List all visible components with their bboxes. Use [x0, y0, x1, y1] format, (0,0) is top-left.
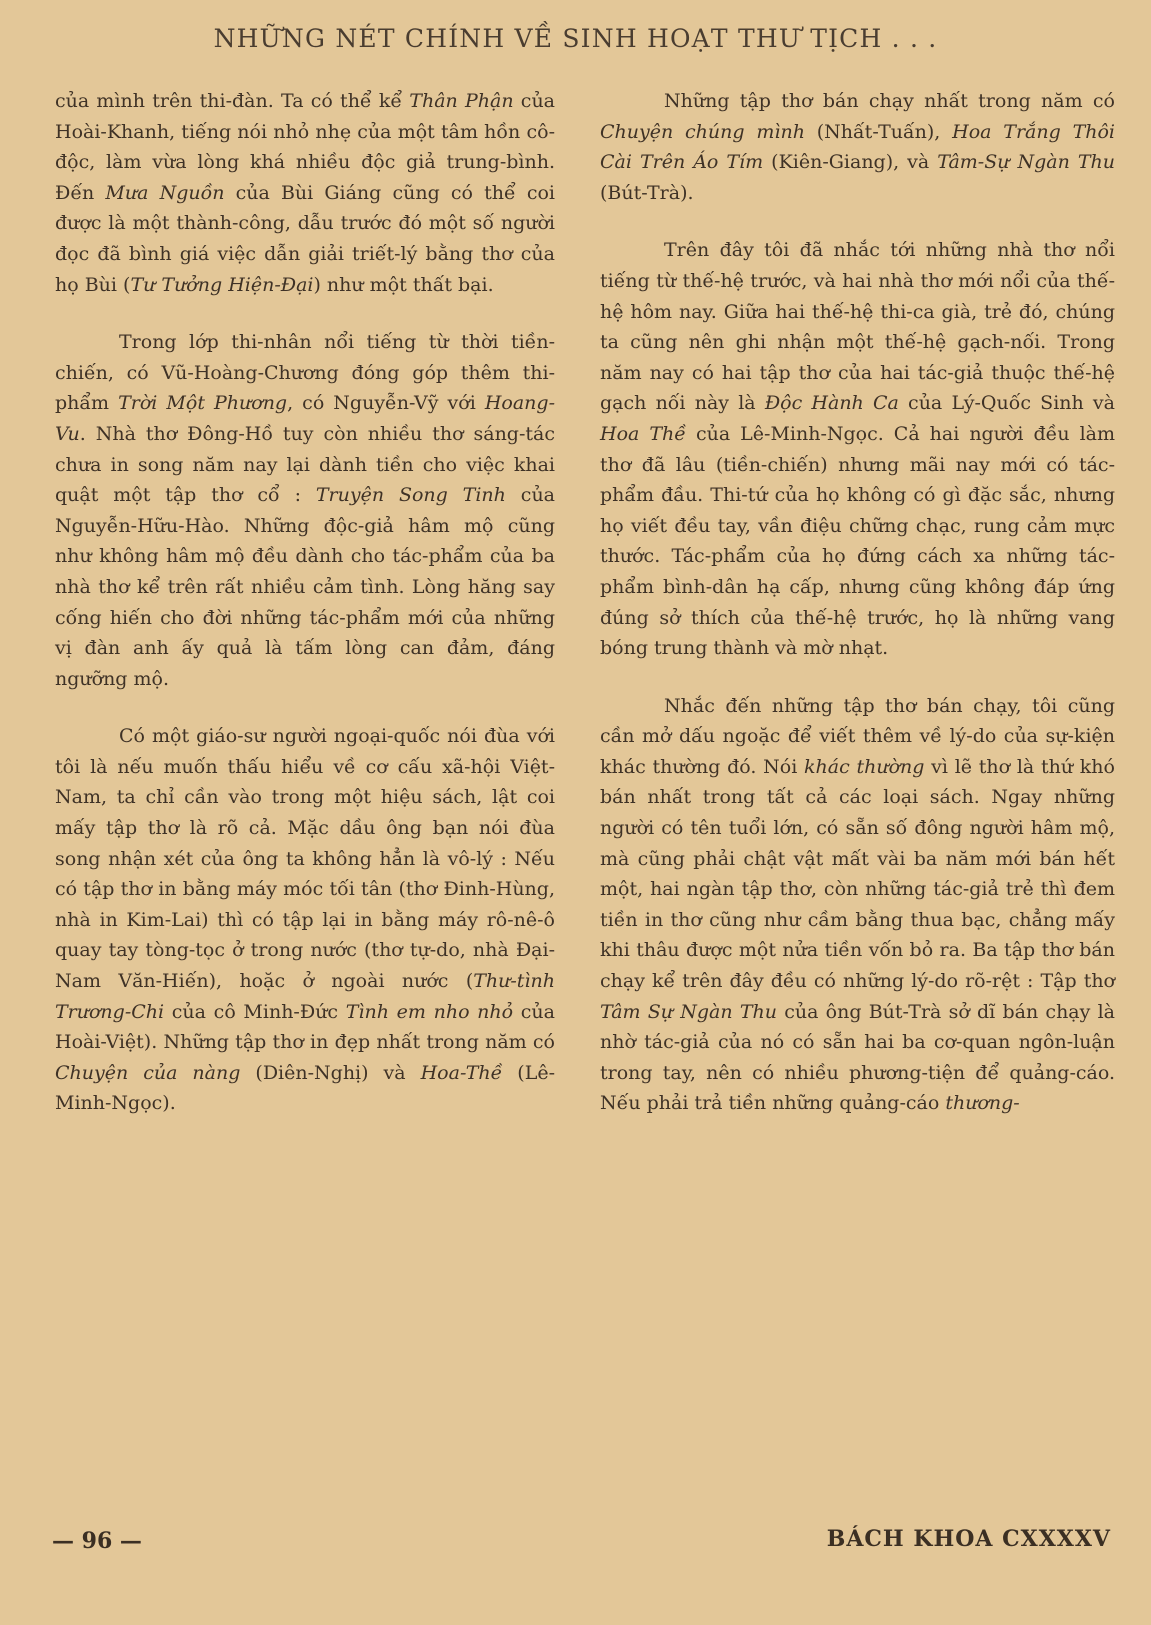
text-run: , có Nguyễn-Vỹ với — [287, 392, 485, 415]
italic-title: Tư Tưởng Hiện-Đại — [130, 273, 314, 296]
text-run: vì lẽ thơ là thứ khó bán nhất trong tất cả các loại sách. Ngay những người có tên tuổi lớn, có sẵn số đông người hâm mộ, mà cũng phải chật vật mất vài ba năm mới bán hết một, hai ngàn tập thơ, còn những tác-giả trẻ thì đem tiền in thơ cũng như cầm bằng thua bạc, chẳng mấy khi thâu được một nửa tiền vốn bỏ ra. Ba tập thơ bán chạy kể trên đây đều có những lý-do rõ-rệt : Tập thơ — [600, 755, 1115, 993]
text-run: Có một giáo-sư người ngoại-quốc nói đùa với tôi là nếu muốn thấu hiểu về cơ cấu xã-hội Việt-Nam, ta chỉ cần vào trong một hiệu sách, lật coi mấy tập thơ là rõ cả. Mặc dầu ông bạn nói đùa song nhận xét của ông ta không hẳn là vô-lý : Nếu có tập thơ in bằng máy móc tối tân (thơ Đinh-Hùng, nhà in Kim-Lai) thì có tập lại in bằng máy rô-nê-ô quay tay tòng-tọc ở trong nước (thơ tự-do, nhà Đại-Nam Văn-Hiến), hoặc ở ngoài nước ( — [55, 725, 555, 993]
publication-name: BÁCH KHOA CXXXXV — [826, 1526, 1111, 1552]
italic-title: Hoa Trắng Thôi Cài Trên Áo Tím — [600, 120, 1115, 174]
italic-title: Hoa Thề — [600, 422, 686, 445]
text-run: (Nhất-Tuấn), — [804, 120, 953, 143]
text-run: . Nhà thơ Đông-Hồ tuy còn nhiều thơ sáng-tác chưa in song năm nay lại dành tiền cho việc khai quật một tập thơ cổ : — [55, 422, 555, 507]
text-run: của Hoài-Việt). Những tập thơ in đẹp nhất trong năm có — [55, 1000, 555, 1054]
italic-title: Hoa-Thề — [420, 1061, 503, 1084]
text-run: (Bút-Trà). — [600, 181, 694, 204]
italic-title: Hoang-Vu — [55, 392, 555, 445]
right-column — [600, 86, 1115, 1146]
italic-title: Tâm-Sự Ngàn Thu — [937, 151, 1115, 174]
italic-title: Thân Phận — [409, 90, 514, 112]
italic-title: Tình em nho nhỏ — [345, 1000, 514, 1023]
text-run: (Diên-Nghị) và — [240, 1061, 421, 1084]
text-run: của Lê-Minh-Ngọc. Cả hai người đều làm thơ đã lâu (tiền-chiến) nhưng mãi nay mới có tác-phẩm đầu. Thi-tứ của họ không có gì đặc sắc, nhưng họ viết đều tay, vần điệu chững chạc, rung cảm mực thước. Tác-phẩm của họ đứng cách xa những tác-phẩm bình-dân hạ cấp, nhưng cũng không đáp ứng đúng sở thích của thế-hệ trước, họ là những vang bóng trung thành và mờ nhạt. — [600, 422, 1115, 660]
italic-title: Mưa Nguồn — [105, 181, 225, 204]
italic-title: Truyện Song Tinh — [315, 484, 506, 507]
text-run: (Lê-Minh-Ngọc). — [55, 1061, 555, 1115]
italic-title: Tâm Sự Ngàn Thu — [600, 1000, 777, 1023]
left-column — [55, 86, 555, 1146]
page-number: — 96 — — [52, 1528, 142, 1554]
page-header: NHỮNG NÉT CHÍNH VỀ SINH HOẠT THƯ TỊCH . . . — [213, 24, 938, 53]
text-run: Nhắc đến những tập thơ bán chạy, tôi cũng cần mở dấu ngoặc để viết thêm về lý-do của sự-kiện khác thường đó. Nói — [600, 694, 1115, 778]
text-run: của Nguyễn-Hữu-Hào. Những độc-giả hâm mộ cũng như không hâm mộ đều dành cho tác-phẩm của ba nhà thơ kể trên rất nhiều cảm tình. Lòng hăng say cống hiến cho đời những tác-phẩm mới của những vị đàn anh ấy quả là tấm lòng can đảm, đáng ngưỡng mộ. — [55, 484, 556, 690]
italic-title: Độc Hành Ca — [764, 392, 899, 415]
italic-title: Thư-tình Trương-Chi — [55, 970, 555, 1023]
italic-title: thương- — [945, 1092, 1020, 1115]
paragraph — [55, 721, 555, 1119]
paragraph — [55, 327, 555, 694]
text-run: của Lý-Quốc Sinh và — [898, 392, 1115, 415]
text-run: của cô Minh-Đức — [164, 1000, 346, 1023]
paragraph — [600, 235, 1115, 663]
text-run: của Bùi Giáng cũng có thể coi được là một thành-công, dẫu trước đó một số người đọc đã bình giá việc dẫn giải triết-lý bằng thơ của họ Bùi ( — [55, 181, 555, 296]
paragraph — [600, 86, 1115, 208]
text-run: của ông Bút-Trà sở dĩ bán chạy là nhờ tác-giả của nó có sẵn hai ba cơ-quan ngôn-luận trong tay, nên có nhiều phương-tiện để quảng-cáo. Nếu phải trả tiền những quảng-cáo — [600, 1000, 1115, 1115]
text-run: (Kiên-Giang), và — [763, 151, 938, 174]
paragraph — [600, 691, 1115, 1119]
italic-title: Chuyện chúng mình — [600, 120, 805, 143]
text-run: của Hoài-Khanh, tiếng nói nhỏ nhẹ của một tâm hồn cô-độc, làm vừa lòng khá nhiều độc giả trung-bình. Đến — [55, 90, 556, 204]
italic-title: khác thường — [804, 755, 925, 778]
italic-title: Chuyện của nàng — [55, 1061, 241, 1084]
text-run: ) như một thất bại. — [313, 273, 494, 296]
text-run: của mình trên thi-đàn. Ta có thể kể — [55, 90, 410, 112]
paragraph — [55, 86, 555, 300]
text-run: Những tập thơ bán chạy nhất trong năm có — [664, 90, 1115, 112]
italic-title: Trời Một Phương — [118, 392, 288, 415]
text-run: Trong lớp thi-nhân nổi tiếng từ thời tiền-chiến, có Vũ-Hoàng-Chương đóng góp thêm thi-phẩm — [55, 331, 555, 415]
text-run: Trên đây tôi đã nhắc tới những nhà thơ nổi tiếng từ thế-hệ trước, và hai nhà thơ mới nổi của thế-hệ hôm nay. Giữa hai thế-hệ thi-ca già, trẻ đó, chúng ta cũng nên ghi nhận một thế-hệ gạch-nối. Trong năm nay có hai tập thơ của hai tác-giả thuộc thế-hệ gạch nối này là — [600, 239, 1115, 415]
